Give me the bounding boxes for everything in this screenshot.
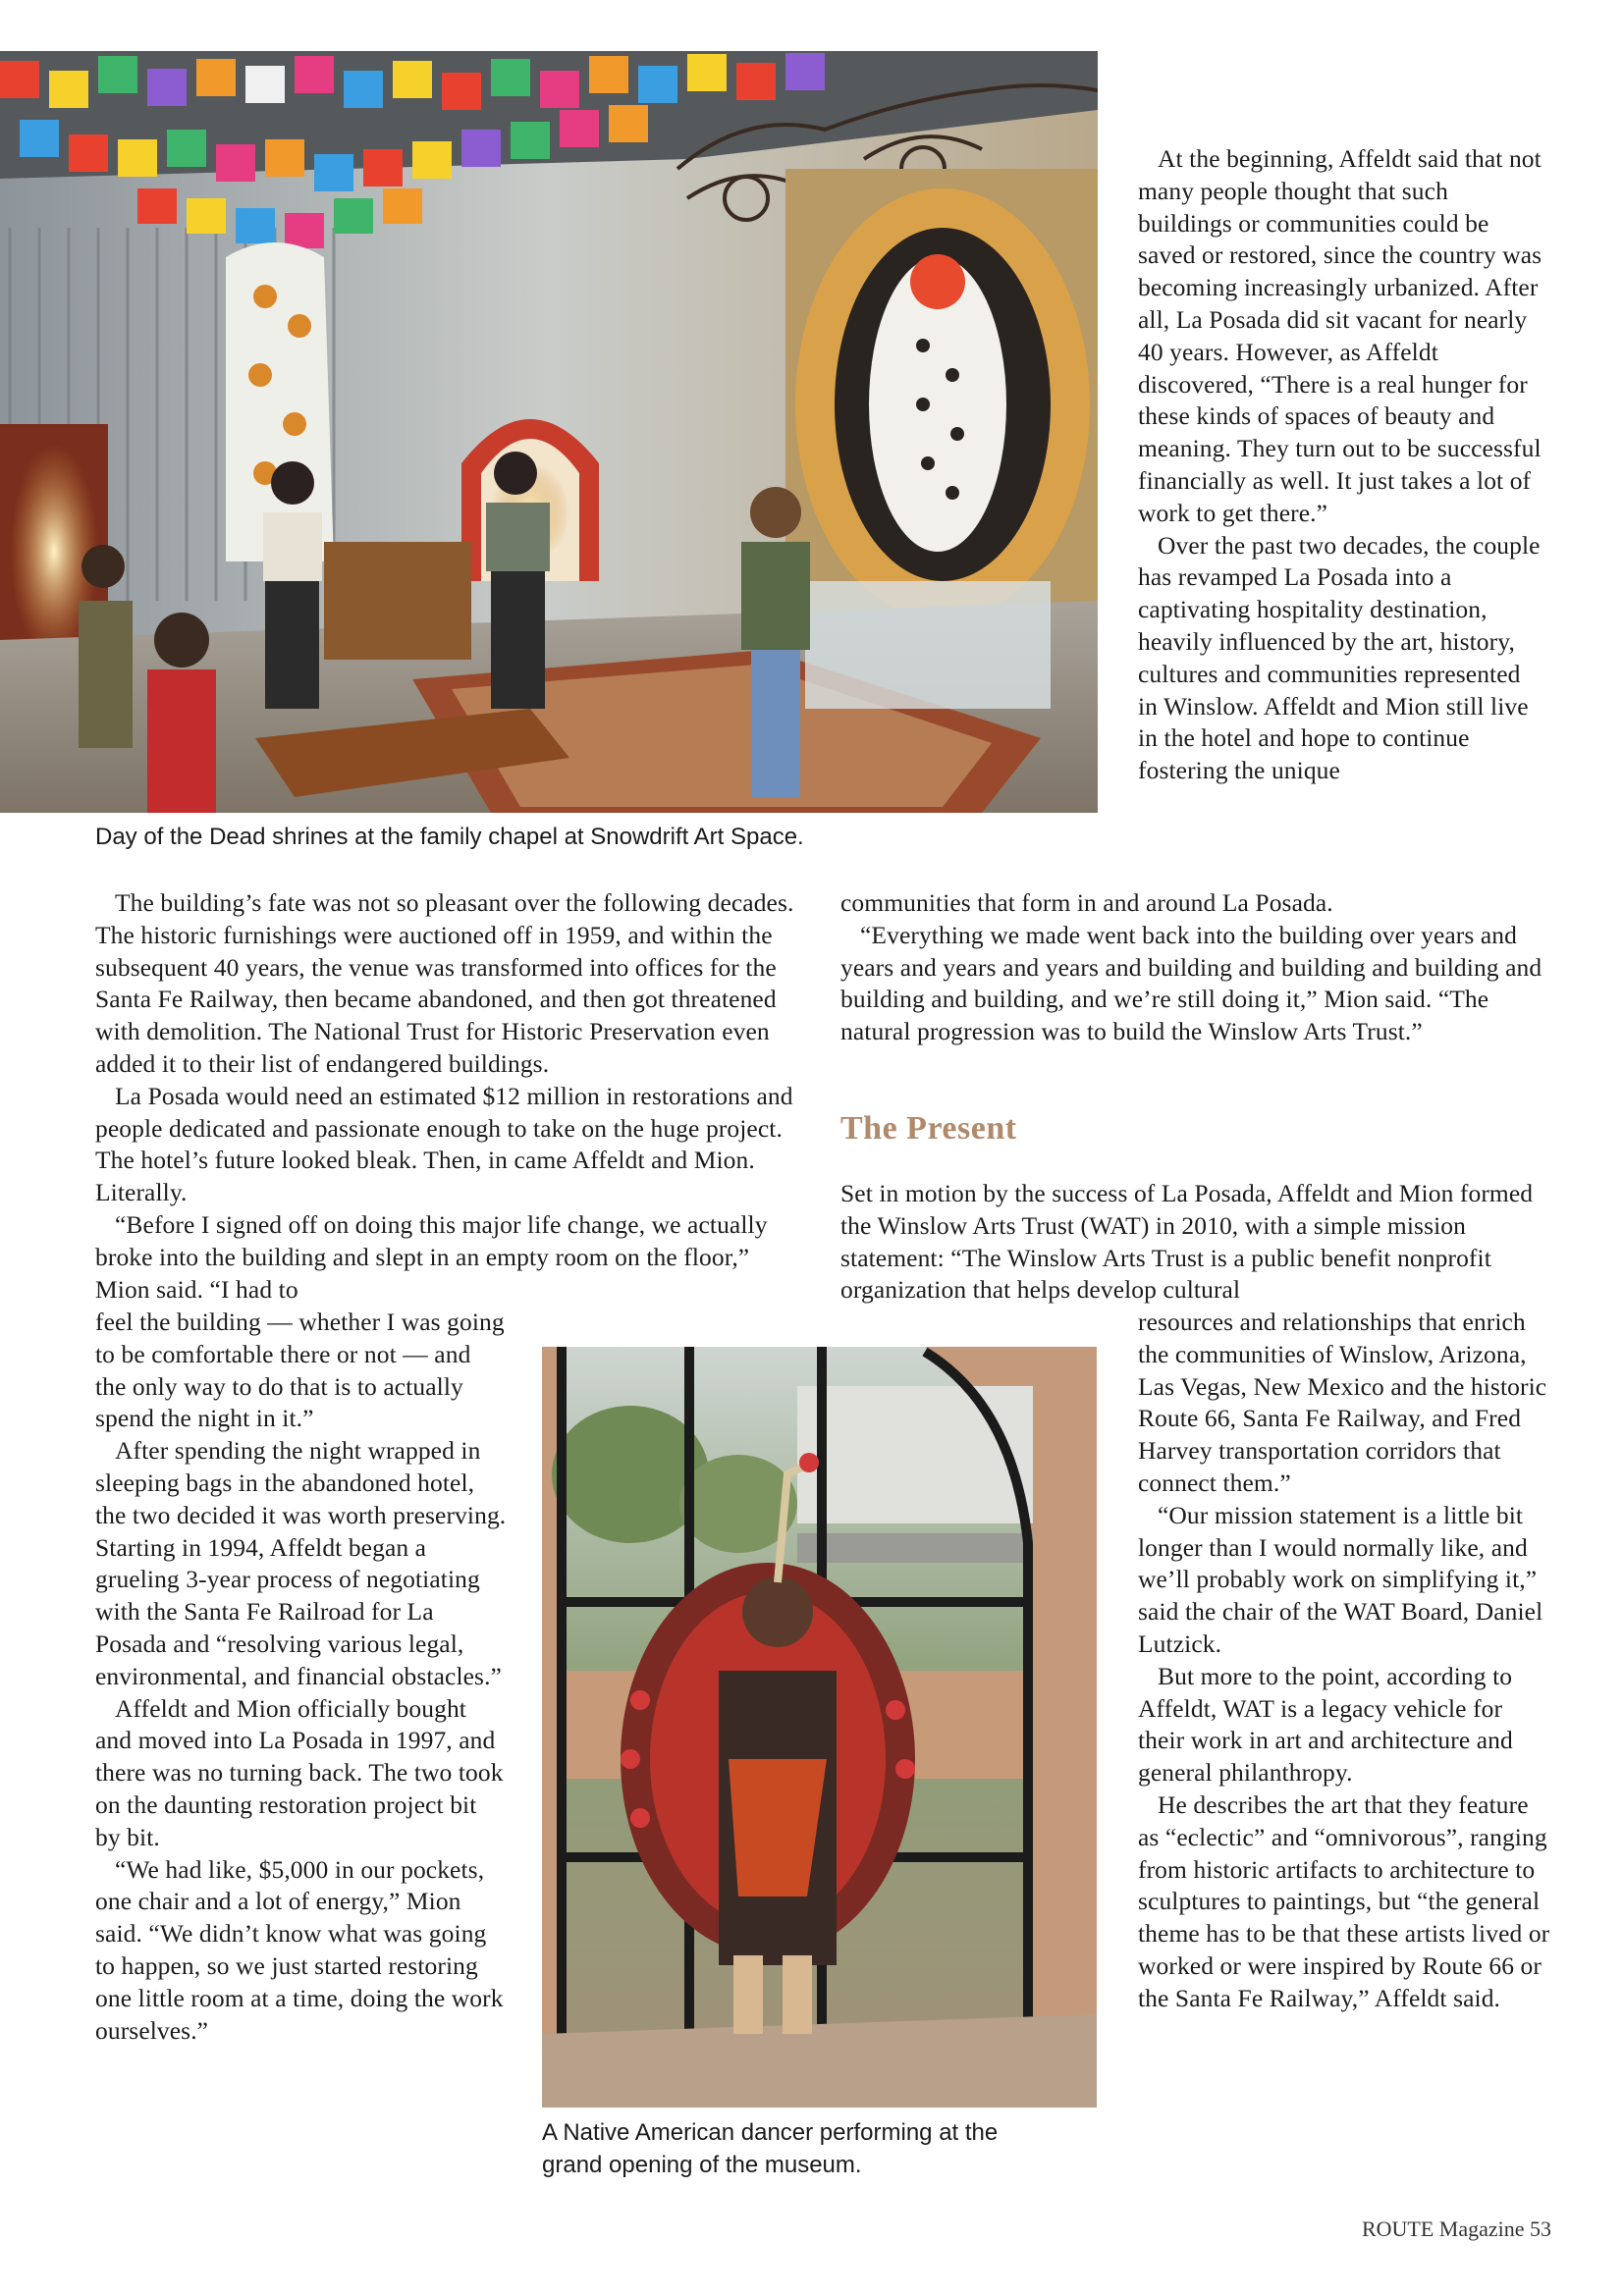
paragraph: After spending the night wrapped in sleeping bags in the abandoned hotel, the two decided it was worth preserving. Starting in 1994, Affeldt began a grueling 3-year process of negotiating with the Santa Fe Railroad for La Posada and “resolving various legal, environmental, and financial obstacles.”	[95, 1436, 507, 1690]
present-intro	[840, 1178, 1547, 1307]
paragraph: The building’s fate was not so pleasant over the following decades. The historic furnishings were auctioned off in 1959, and within the subsequent 40 years, the venue was transformed into offices for the Santa Fe Railway, then became abandoned, and then got threatened with demolition. The National Trust for Historic Preservation even added it to their list of endangered buildings.	[95, 888, 794, 1078]
left-column-narrow	[95, 1307, 508, 2047]
paragraph: Set in motion by the success of La Posada, Affeldt and Mion formed the Winslow Arts Trust (WAT) in 2010, with a simple mission statement: “The Winslow Arts Trust is a public benefit nonprofit organization that helps develop cultural	[840, 1179, 1534, 1305]
photo-dancer	[542, 1347, 1097, 2108]
caption-line: A Native American dancer performing at the	[542, 2119, 999, 2146]
right-column-top	[1138, 143, 1546, 787]
paragraph: “Everything we made went back into the building over years and years and years and years and building and building and building and building and building, and we’re still doing it,” Mion said. “The natural progression was to build the Winslow Arts Trust.”	[840, 920, 1542, 1046]
photo-shrines	[0, 51, 1098, 813]
paragraph: “Our mission statement is a little bit longer than I would normally like, and we’ll probably work on simplifying it,” said the chair of the WAT Board, Daniel Lutzick.	[1138, 1500, 1543, 1658]
paragraph: “We had like, $5,000 in our pockets, one chair and a lot of energy,” Mion said. “We didn’t know what was going to happen, so we just started restoring one little room at a time, doing the work ourselves.”	[95, 1854, 504, 2045]
paragraph: But more to the point, according to Affeldt, WAT is a legacy vehicle for their work in art and architecture and general philanthropy.	[1138, 1661, 1513, 1788]
paragraph: Over the past two decades, the couple has revamped La Posada into a captivating hospitality destination, heavily influenced by the art, history, cultures and communities represented in Winslow. Affeldt and Mion still live in the hotel and hope to continue fostering the unique	[1138, 530, 1541, 785]
paragraph: resources and relationships that enrich the communities of Winslow, Arizona, Las Vegas, New Mexico and the historic Route 66, Santa Fe Railway, and Fred Harvey transportation corridors that connect them.”	[1138, 1308, 1547, 1497]
paragraph: “Before I signed off on doing this major life change, we actually broke into the building and slept in an empty room on the floor,” Mion said. “I had to	[95, 1209, 768, 1304]
photo-shrines-caption: Day of the Dead shrines at the family chapel at Snowdrift Art Space.	[95, 824, 804, 850]
paragraph: Affeldt and Mion officially bought and moved into La Posada in 1997, and there was no turning back. The two took on the daunting restoration project bit by bit.	[95, 1693, 504, 1851]
paragraph: communities that form in and around La Posada.	[840, 888, 1333, 917]
paragraph: At the beginning, Affeldt said that not many people thought that such buildings or communities could be saved or restored, since the country was becoming increasingly urbanized. After all, La Posada did sit vacant for nearly 40 years. However, as Affeldt discovered, “There is a real hunger for these kinds of spaces of beauty and meaning. They turn out to be successful financially as well. It just takes a lot of work to get there.”	[1138, 144, 1542, 527]
section-heading: The Present	[840, 1110, 1017, 1147]
right-column-bottom	[1138, 1307, 1550, 2015]
right-column-mid	[840, 887, 1547, 1048]
dancer-photo-illustration	[542, 1347, 1097, 2108]
photo-dancer-caption	[542, 2116, 1092, 2181]
shrines-photo-illustration	[0, 51, 1098, 813]
paragraph: feel the building — whether I was going to be comfortable there or not — and the only way to do that is to actually spend the night in it.”	[95, 1308, 505, 1433]
paragraph: La Posada would need an estimated $12 million in restorations and people dedicated and passionate enough to take on the huge project. The hotel’s future looked bleak. Then, in came Affeldt and Mion. Literally.	[95, 1081, 793, 1207]
caption-line: grand opening of the museum.	[542, 2152, 862, 2178]
page-footer: ROUTE Magazine 53	[1361, 2216, 1551, 2241]
left-column-wide	[95, 887, 798, 1306]
paragraph: He describes the art that they feature as “eclectic” and “omnivorous”, ranging from historic artifacts to architecture to sculptures to paintings, but “the general theme has to be that these artists lived or worked or were inspired by Route 66 or the Santa Fe Railway,” Affeldt said.	[1138, 1789, 1550, 2012]
